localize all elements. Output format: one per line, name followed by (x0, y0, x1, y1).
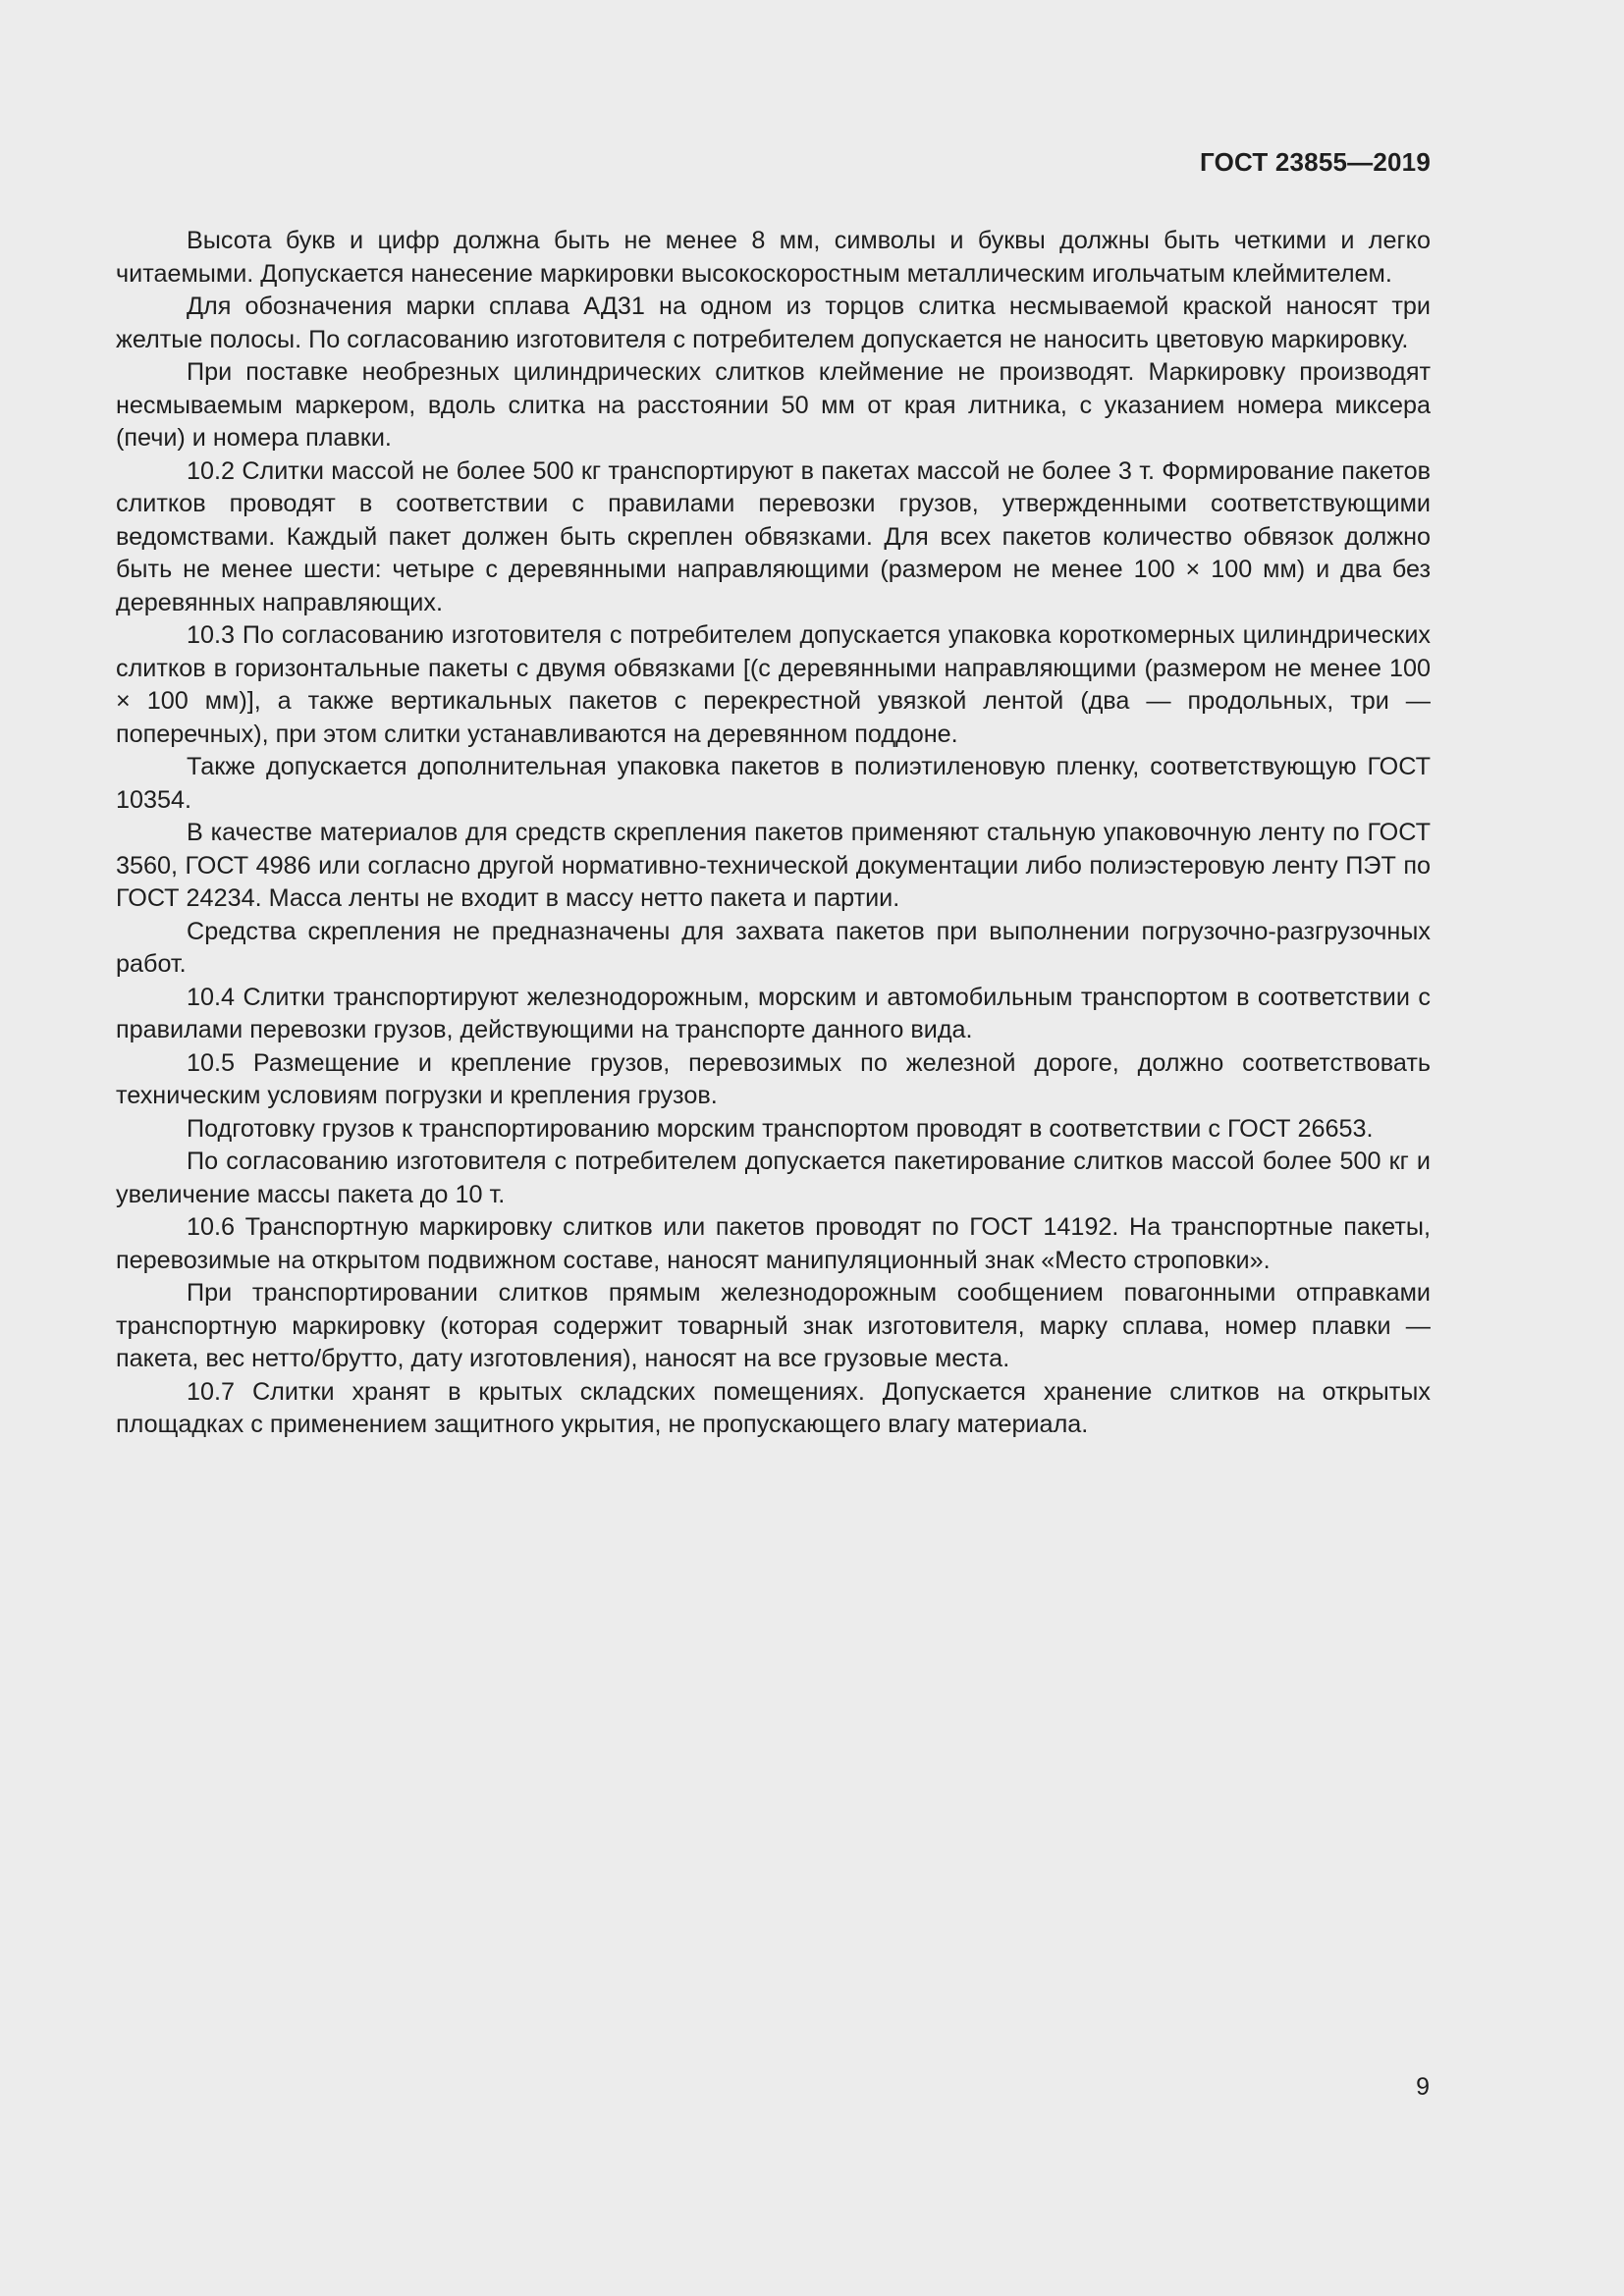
paragraph-binding-note: Средства скрепления не предназначены для захвата пакетов при выполнении погрузочно-разгрузочных работ. (116, 917, 1431, 978)
paragraph-section-10-2: 10.2 Слитки массой не более 500 кг транспортируют в пакетах массой не более 3 т. Формирование пакетов слитков проводят в соответствии с правилами перевозки грузов, утвержденными соответствующими ведомствами. Каждый пакет должен быть скреплен обвязками. Для всех пакетов количество обвязок должно быть не менее шести: четыре с деревянными направляющими (размером не менее 100 × 100 мм) и два без деревянных направляющих. (116, 456, 1431, 616)
paragraph-heavy-packaging: По согласованию изготовителя с потребителем допускается пакетирование слитков массой более 500 кг и увеличение массы пакета до 10 т. (116, 1148, 1431, 1208)
paragraph-film-packaging: Также допускается дополнительная упаковка пакетов в полиэтиленовую пленку, соответствующую ГОСТ 10354. (116, 753, 1431, 814)
paragraph-section-10-3: 10.3 По согласованию изготовителя с потребителем допускается упаковка короткомерных цилиндрических слитков в горизонтальные пакеты с двумя обвязками [(с деревянными направляющими (размером не менее 100 × 100 мм)], а также вертикальных пакетов с перекрестной увязкой лентой (два — продольных, три — поперечных), при этом слитки устанавливаются на деревянном поддоне. (116, 621, 1431, 748)
paragraph-sea-transport: Подготовку грузов к транспортированию морским транспортом проводят в соответствии с ГОСТ 26653. (187, 1114, 1374, 1143)
paragraph-section-10-5: 10.5 Размещение и крепление грузов, перевозимых по железной дороге, должно соответствовать техническим условиям погрузки и крепления грузов. (116, 1048, 1431, 1109)
paragraph-uncut-ingots: При поставке необрезных цилиндрических слитков клеймение не производят. Маркировку производят несмываемым маркером, вдоль слитка на расстоянии 50 мм от края литника, с указанием номера миксера (печи) и номера плавки. (116, 358, 1431, 452)
paragraph-section-10-7: 10.7 Слитки хранят в крытых складских помещениях. Допускается хранение слитков на открытых площадках с применением защитного укрытия, не пропускающего влагу материала. (116, 1377, 1431, 1438)
paragraph-marking-height: Высота букв и цифр должна быть не менее 8 мм, символы и буквы должны быть четкими и легко читаемыми. Допускается нанесение маркировки высокоскоростным металлическим игольчатым клеймителем. (116, 227, 1431, 288)
paragraph-alloy-marking: Для обозначения марки сплава АД31 на одном из торцов слитка несмываемой краской наносят три желтые полосы. По согласованию изготовителя с потребителем допускается не наносить цветовую маркировку. (116, 293, 1431, 353)
paragraph-section-10-6: 10.6 Транспортную маркировку слитков или пакетов проводят по ГОСТ 14192. На транспортные пакеты, перевозимые на открытом подвижном составе, наносят манипуляционный знак «Место строповки». (116, 1213, 1431, 1274)
paragraph-section-10-4: 10.4 Слитки транспортируют железнодорожным, морским и автомобильным транспортом в соответствии с правилами перевозки грузов, действующими на транспорте данного вида. (116, 983, 1431, 1043)
page-number: 9 (1416, 2073, 1430, 2101)
standard-code-header: ГОСТ 23855—2019 (1200, 147, 1431, 177)
document-body (116, 225, 1431, 1442)
paragraph-binding-materials: В качестве материалов для средств скрепления пакетов применяют стальную упаковочную ленту по ГОСТ 3560, ГОСТ 4986 или согласно другой нормативно-технической документации либо полиэстеровую ленту ПЭТ по ГОСТ 24234. Масса ленты не входит в массу нетто пакета и партии. (116, 819, 1431, 912)
paragraph-rail-marking: При транспортировании слитков прямым железнодорожным сообщением повагонными отправками транспортную маркировку (которая содержит товарный знак изготовителя, марку сплава, номер плавки — пакета, вес нетто/брутто, дату изготовления), наносят на все грузовые места. (116, 1279, 1431, 1372)
